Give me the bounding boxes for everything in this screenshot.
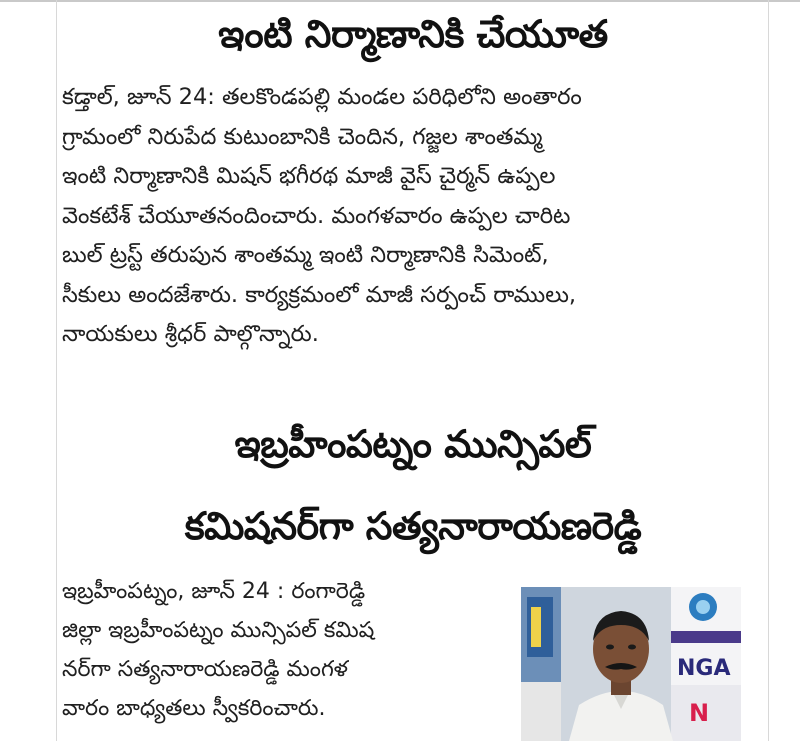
left-column-rule — [56, 0, 57, 741]
article2-headline-line2: కమిషనర్‌గా సత్యనారాయణరెడ్డి — [184, 504, 642, 548]
article2-line: నర్‌గా సత్యనారాయణరెడ్డి మంగళ — [62, 657, 348, 682]
article1-line: వెంకటేశ్ చేయూతనందించారు. మంగళవారం ఉప్పల చారిట — [62, 202, 571, 229]
right-column-rule — [768, 0, 769, 741]
top-divider — [0, 0, 800, 2]
article2-body — [62, 572, 502, 728]
article2-headline-line1: ఇబ్రహీంపట్నం మున్సిపల్ — [234, 422, 592, 466]
article1-line: నాయకులు శ్రీధర్ పాల్గొన్నారు. — [62, 321, 319, 347]
commissioner-photo — [521, 587, 741, 741]
article1-line: ఇంటి నిర్మాణానికి మిషన్ భగీరథ మాజీ వైస్ చైర్మన్ ఉప్పల — [62, 163, 556, 189]
article1-body — [62, 78, 762, 355]
article1-line: బుల్ ట్రస్ట్ తరుపున శాంతమ్మ ఇంటి నిర్మాణానికి సిమెంట్, — [62, 242, 549, 268]
sign-text-2: N — [689, 699, 710, 727]
article1-line: సీకులు అందజేశారు. కార్యక్రమంలో మాజీ సర్పంచ్ రాములు, — [62, 281, 577, 308]
article2-line: జిల్లా ఇబ్రహీంపట్నం మున్సిపల్ కమిష — [62, 618, 375, 643]
article1-line: గ్రామంలో నిరుపేద కుటుంబానికి చెందిన, గజ్జల శాంతమ్మ — [62, 123, 543, 150]
article1-headline: ఇంటి నిర్మాణానికి చేయూత — [218, 12, 608, 56]
article2-line: ఇబ్రహీంపట్నం, జూన్ 24 : రంగారెడ్డి — [62, 579, 366, 604]
sign-text-1: NGA — [677, 656, 731, 681]
article1-line: కడ్తాల్, జూన్ 24: తలకొండపల్లి మండల పరిధిలోని అంతారం — [62, 84, 582, 110]
commissioner-photo-illustration — [521, 587, 741, 741]
article2-line: వారం బాధ్యతలు స్వీకరించారు. — [62, 696, 326, 721]
